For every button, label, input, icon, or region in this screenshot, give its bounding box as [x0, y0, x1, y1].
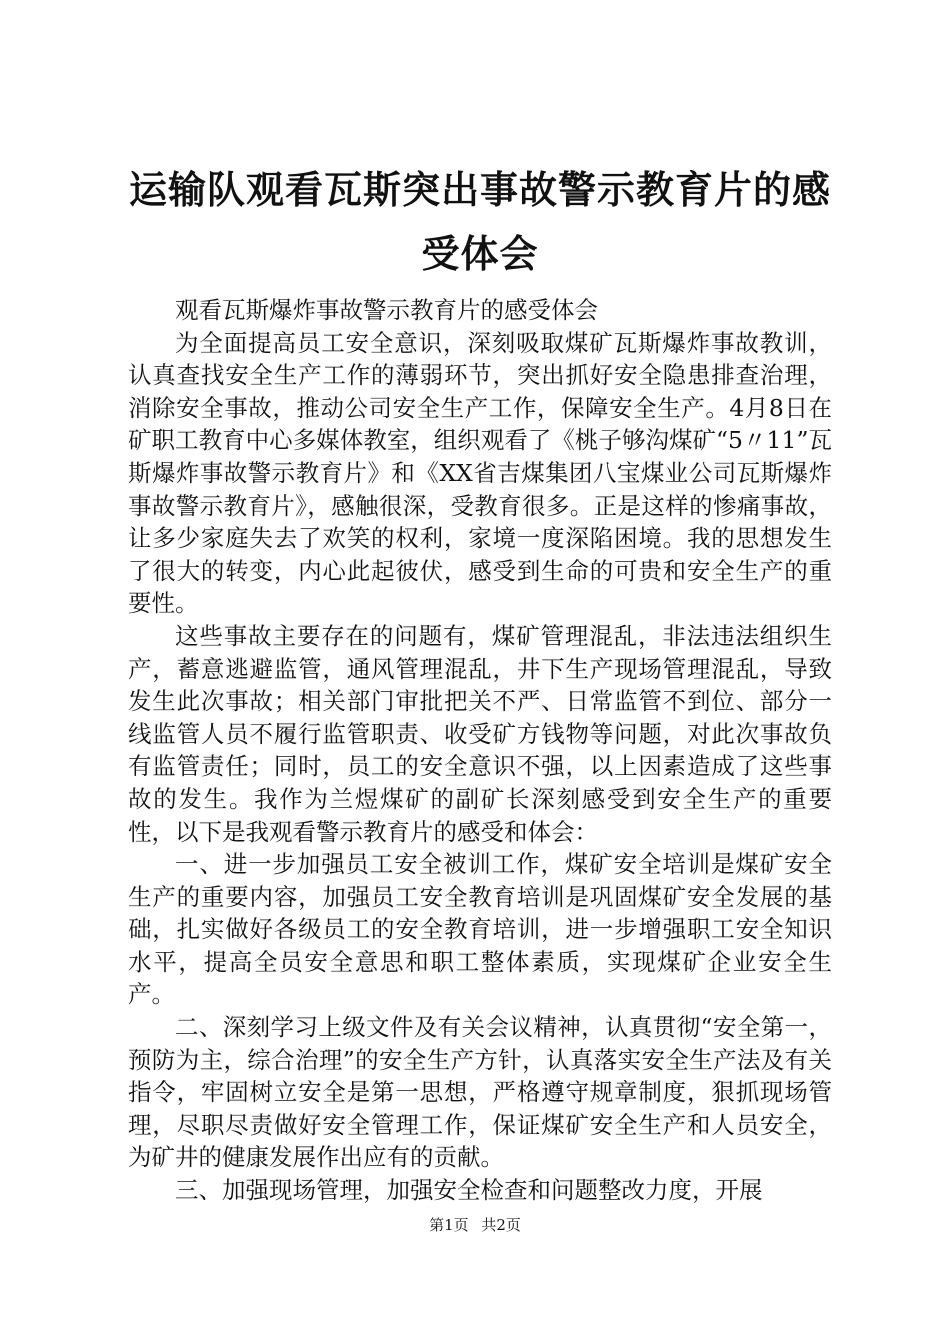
body-paragraph: 二、深刻学习上级文件及有关会议精神，认真贯彻“安全第一，预防为主，综合治理”的安全生产方针，认真落实安全生产法及有关指令，牢固树立安全是第一思想，严格遵守规章制度，狠抓现场管理，尽职尽责做好安全管理工作，保证煤矿安全生产和人员安全，为矿井的健康发展作出应有的贡献。 [128, 1013, 832, 1172]
page-footer [0, 1215, 950, 1235]
page-number: 第1页 [429, 1216, 469, 1234]
body-paragraph: 这些事故主要存在的问题有，煤矿管理混乱，非法违法组织生产，蓄意逃避监管，通风管理混乱，井下生产现场管理混乱，导致发生此次事故；相关部门审批把关不严、日常监管不到位、部分一线监管人员不履行监管职责、收受矿方钱物等问题，对此次事故负有监管责任；同时，员工的安全意识不强，以上因素造成了这些事故的发生。我作为兰煜煤矿的副矿长深刻感受到安全生产的重要性，以下是我观看警示教育片的感受和体会： [128, 621, 832, 846]
document-body [128, 294, 832, 1207]
body-paragraph: 三、加强现场管理，加强安全检查和问题整改力度，开展 [175, 1176, 763, 1205]
subtitle-paragraph: 观看瓦斯爆炸事故警示教育片的感受体会 [175, 296, 598, 324]
page-total: 共2页 [481, 1216, 521, 1234]
body-paragraph: 为全面提高员工安全意识，深刻吸取煤矿瓦斯爆炸事故教训，认真查找安全生产工作的薄弱环节，突出抓好安全隐患排查治理，消除安全事故，推动公司安全生产工作，保障安全生产。4月8日在矿职工教育中心多媒体教室，组织观看了《桃子够沟煤矿“5〃11”瓦斯爆炸事故警示教育片》和《XX省吉煤集团八宝煤业公司瓦斯爆炸事故警示教育片》，感触很深，受教育很多。正是这样的惨痛事故，让多少家庭失去了欢笑的权利，家境一度深陷困境。我的思想发生了很大的转变，内心此起彼伏，感受到生命的可贵和安全生产的重要性。 [128, 328, 832, 618]
document-title: 运输队观看瓦斯突出事故警示教育片的感受体会 [128, 167, 831, 276]
body-paragraph: 一、进一步加强员工安全被训工作，煤矿安全培训是煤矿安全生产的重要内容，加强员工安全教育培训是巩固煤矿安全发展的基础，扎实做好各级员工的安全教育培训，进一步增强职工安全知识水平，提高全员安全意思和职工整体素质，实现煤矿企业安全生产。 [128, 850, 832, 1009]
